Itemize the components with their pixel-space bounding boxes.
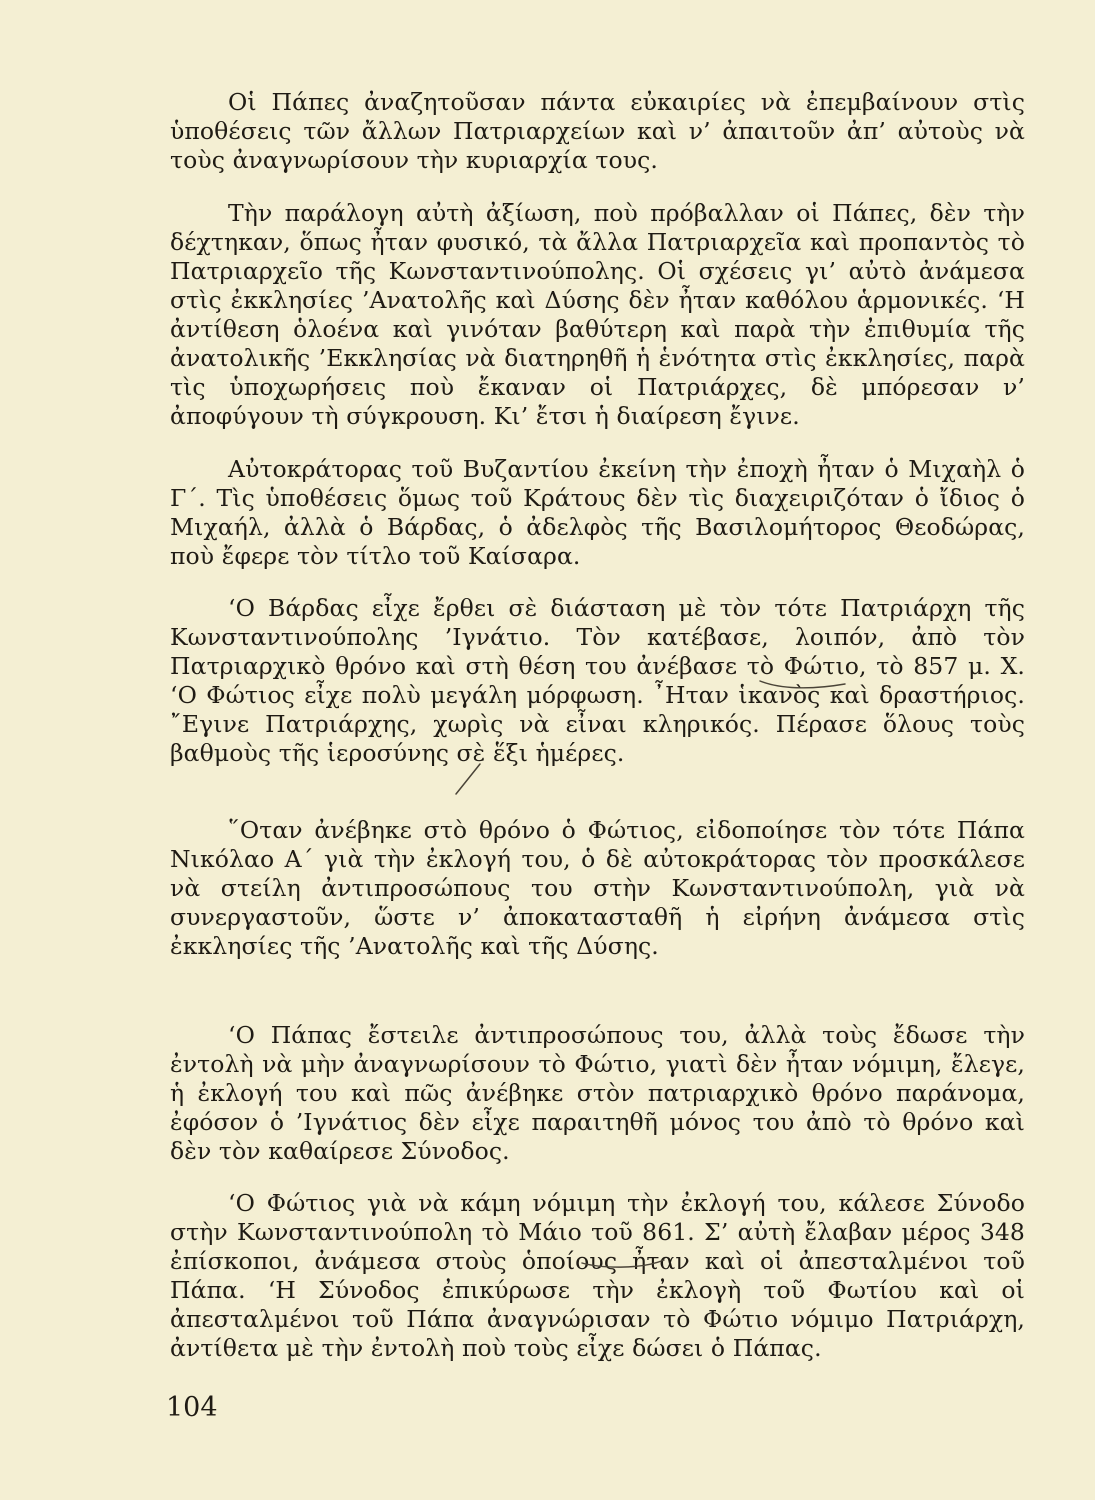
body-text [170, 88, 1025, 1363]
paragraph-6: ‘Ο Πάπας ἔστειλε ἀντιπροσώπους του, ἀλλὰ τοὺς ἔδωσε τὴν ἐντολὴ νὰ μὴν ἀναγνωρίσουν τὸ Φώτιο, γιατὶ δὲν ἦταν νόμιμη, ἔλεγε, ἡ ἐκλογή του καὶ πῶς ἀνέβηκε στὸν πατριαρχικὸ θρόνο παράνομα, ἐφόσον ὁ ’Ιγνάτιος δὲν εἶχε παραιτηθῆ μόνος του ἀπὸ τὸ θρόνο καὶ δὲν τὸν καθαίρεσε Σύνοδος. [170, 1021, 1025, 1165]
paragraph-4: ‘Ο Βάρδας εἶχε ἔρθει σὲ διάσταση μὲ τὸν τότε Πατριάρχη τῆς Κωνσταντινούπολης ’Ιγνάτιο. Τὸν κατέβασε, λοιπόν, ἀπὸ τὸν Πατριαρχικὸ θρόνο καὶ στὴ θέση του ἀνέβασε τὸ Φώτιο, τὸ 857 μ. Χ. ‘Ο Φώτιος εἶχε πολὺ μεγάλη μόρφωση. ῏Ηταν ἱκανὸς καὶ δραστήριος. ῎Εγινε Πατριάρχης, χωρὶς νὰ εἶναι κληρικός. Πέρασε ὅλους τοὺς βαθμοὺς τῆς ἱεροσύνης σὲ ἕξι ἡμέρες. [170, 594, 1025, 767]
page-number: 104 [166, 1392, 218, 1423]
paragraph-7: ‘Ο Φώτιος γιὰ νὰ κάμη νόμιμη τὴν ἐκλογή του, κάλεσε Σύνοδο στὴν Κωνσταντινούπολη τὸ Μάιο τοῦ 861. Σ’ αὐτὴ ἔλαβαν μέρος 348 ἐπίσκοποι, ἀνάμεσα στοὺς ὁποίους ἦταν καὶ οἱ ἀπεσταλμένοι τοῦ Πάπα. ‘Η Σύνοδος ἐπικύρωσε τὴν ἐκλογὴ τοῦ Φωτίου καὶ οἱ ἀπεσταλμένοι τοῦ Πάπα ἀναγνώρισαν τὸ Φώτιο νόμιμο Πατριάρχη, ἀντίθετα μὲ τὴν ἐντολὴ ποὺ τοὺς εἶχε δώσει ὁ Πάπας. [170, 1189, 1025, 1362]
paragraph-1: Οἱ Πάπες ἀναζητοῦσαν πάντα εὐκαιρίες νὰ ἐπεμβαίνουν στὶς ὑποθέσεις τῶν ἄλλων Πατριαρχείων καὶ ν’ ἀπαιτοῦν ἀπ’ αὐτοὺς νὰ τοὺς ἀναγνωρίσουν τὴν κυριαρχία τους. [170, 88, 1025, 174]
paragraph-2: Τὴν παράλογη αὐτὴ ἀξίωση, ποὺ πρόβαλλαν οἱ Πάπες, δὲν τὴν δέχτηκαν, ὅπως ἦταν φυσικό, τὰ ἄλλα Πατριαρχεῖα καὶ προπαντὸς τὸ Πατριαρχεῖο τῆς Κωνσταντινούπολης. Οἱ σχέσεις γι’ αὐτὸ ἀνάμεσα στὶς ἐκκλησίες ’Ανατολῆς καὶ Δύσης δὲν ἦταν καθόλου ἁρμονικές. ‘Η ἀντίθεση ὁλοένα καὶ γινόταν βαθύτερη καὶ παρὰ τὴν ἐπιθυμία τῆς ἀνατολικῆς ’Εκκλησίας νὰ διατηρηθῆ ἡ ἑνότητα στὶς ἐκκλησίες, παρὰ τὶς ὑποχωρήσεις ποὺ ἔκαναν οἱ Πατριάρχες, δὲ μπόρεσαν ν’ ἀποφύγουν τὴ σύγκρουση. Κι’ ἔτσι ἡ διαίρεση ἔγινε. [170, 199, 1025, 430]
paragraph-3: Αὐτοκράτορας τοῦ Βυζαντίου ἐκείνη τὴν ἐποχὴ ἦταν ὁ Μιχαὴλ ὁ Γ΄. Τὶς ὑποθέσεις ὅμως τοῦ Κράτους δὲν τὶς διαχειριζόταν ὁ ἴδιος ὁ Μιχαήλ, ἀλλὰ ὁ Βάρδας, ὁ ἀδελφὸς τῆς Βασιλομήτορος Θεοδώρας, ποὺ ἔφερε τὸν τίτλο τοῦ Καίσαρα. [170, 455, 1025, 570]
paragraph-5: ῞Οταν ἀνέβηκε στὸ θρόνο ὁ Φώτιος, εἰδοποίησε τὸν τότε Πάπα Νικόλαο Α΄ γιὰ τὴν ἐκλογή του, ὁ δὲ αὐτοκράτορας τὸν προσκάλεσε νὰ στείλη ἀντιπροσώπους του στὴν Κωνσταντινούπολη, γιὰ νὰ συνεργαστοῦν, ὥστε ν’ ἀποκατασταθῆ ἡ εἰρήνη ἀνάμεσα στὶς ἐκκλησίες τῆς ’Ανατολῆς καὶ τῆς Δύσης. [170, 816, 1025, 960]
